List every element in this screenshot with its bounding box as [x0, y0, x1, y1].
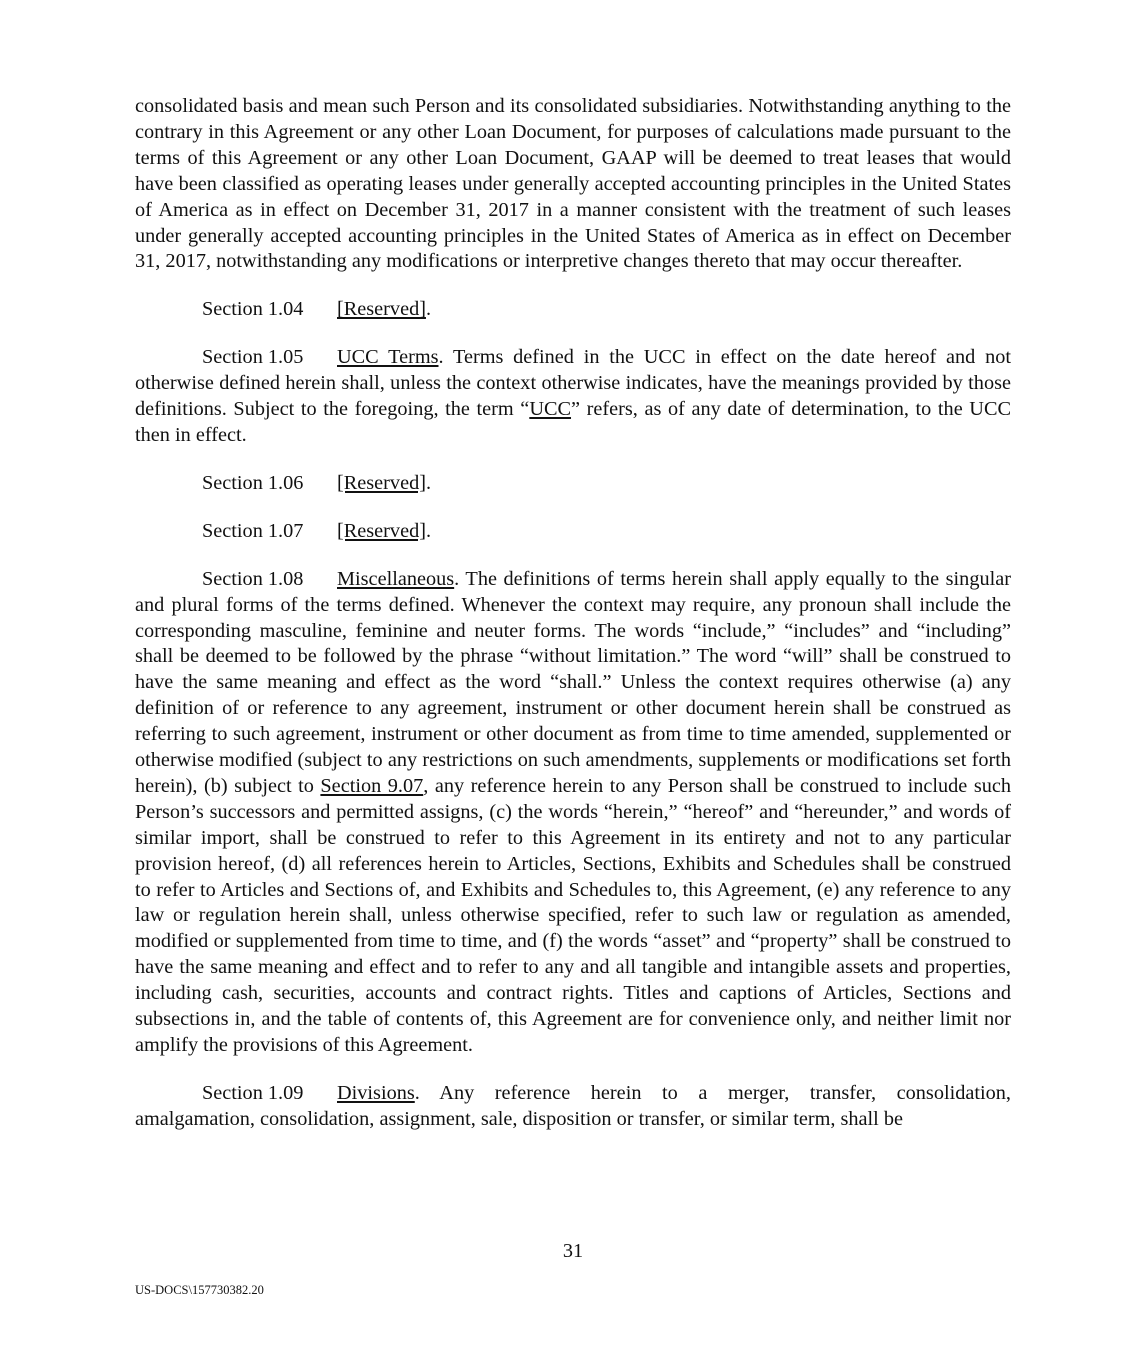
- section-text-continued: , any reference herein to any Person shall be construed to include such Person’s successors and permitted assigns, (c) the words “herein,” “hereof” and “hereunder,” and words of similar import, shall be construed to refer to this Agreement in its entirety and not to any particular provision hereof, (d) all references herein to Articles, Sections, Exhibits and Schedules shall be construed to refer to Articles and Sections of, and Exhibits and Schedules to, this Agreement, (e) any reference to any law or regulation herein shall, unless otherwise specified, refer to such law or regulation as amended, modified or supplemented from time to time, and (f) the words “asset” and “property” shall be construed to have the same meaning and effect and to refer to any and all tangible and intangible assets and properties, including cash, securities, accounts and contract rights. Titles and captions of Articles, Sections and subsections in, and the table of contents of, this Agreement are for convenience only, and neither limit nor amplify the provisions of this Agreement.: [135, 774, 1011, 1056]
- section-title-end: .: [425, 298, 432, 321]
- section-number: Section 1.09: [202, 1081, 304, 1104]
- section-1-07: [135, 519, 1011, 545]
- section-1-06: [135, 471, 1011, 497]
- section-text-continued: ” refers, as of any date of determination, to the UCC then in effect.: [135, 398, 1012, 446]
- intro-paragraph: consolidated basis and mean such Person and its consolidated subsidiaries. Notwithstanding anything to the contrary in this Agreement or any other Loan Document, for purposes of calculations made pursuant to the terms of this Agreement or any other Loan Document, GAAP will be deemed to treat leases that would have been classified as operating leases under generally accepted accounting principles in the United States of America as in effect on December 31, 2017 in a manner consistent with the treatment of such leases under generally accepted accounting principles in the United States of America as in effect on December 31, 2017, notwithstanding any modifications or interpretive changes thereto that may occur thereafter.: [135, 95, 1011, 273]
- section-number: Section 1.04: [202, 298, 304, 321]
- document-page: [135, 94, 1011, 1155]
- section-text: . Any reference herein to a merger, transfer, consolidation, amalgamation, consolidation, assignment, sale, disposition or transfer, or similar term, shall be: [135, 1081, 1011, 1130]
- section-1-09: [135, 1081, 1011, 1133]
- section-cross-reference: Section 9.07: [320, 774, 424, 797]
- section-title-end: .: [425, 519, 432, 542]
- section-1-04: [135, 297, 1011, 323]
- section-title: Miscellaneous: [337, 567, 455, 590]
- section-text: . The definitions of terms herein shall apply equally to the singular and plural forms of the terms defined. Whenever the context may require, any pronoun shall include the corresponding masculine, feminine and neuter forms. The words “include,” “includes” and “including” shall be deemed to be followed by the phrase “without limitation.” The word “will” shall be construed to have the same meaning and effect as the word “shall.” Unless the context requires otherwise (a) any definition of or reference to any agreement, instrument or other document herein shall be construed as referring to such agreement, instrument or other document as from time to time amended, supplemented or otherwise modified (subject to any restrictions on such amendments, supplements or modifications set forth herein), (b) subject to: [135, 567, 1011, 797]
- section-number: Section 1.07: [202, 519, 304, 542]
- section-title: [Reserved]: [337, 519, 426, 542]
- section-title-end: .: [425, 471, 432, 494]
- page-number: 31: [562, 1240, 584, 1262]
- section-number: Section 1.08: [202, 567, 304, 590]
- section-1-08: [135, 567, 1011, 1059]
- section-number: Section 1.05: [202, 346, 304, 369]
- document-id: US-DOCS\157730382.20: [135, 1283, 264, 1297]
- section-1-05: [135, 345, 1011, 449]
- section-number: Section 1.06: [202, 471, 304, 494]
- section-title: [Reserved]: [337, 298, 426, 321]
- section-title: UCC Terms: [337, 346, 439, 369]
- defined-term: UCC: [529, 398, 572, 421]
- section-title: Divisions: [337, 1081, 415, 1104]
- section-text: . Terms defined in the UCC in effect on the date hereof and not otherwise defined herein shall, unless the context otherwise indicates, have the meanings provided by those definitions. Subject to the foregoing, the term “: [135, 346, 1011, 421]
- section-title: [Reserved]: [337, 471, 426, 494]
